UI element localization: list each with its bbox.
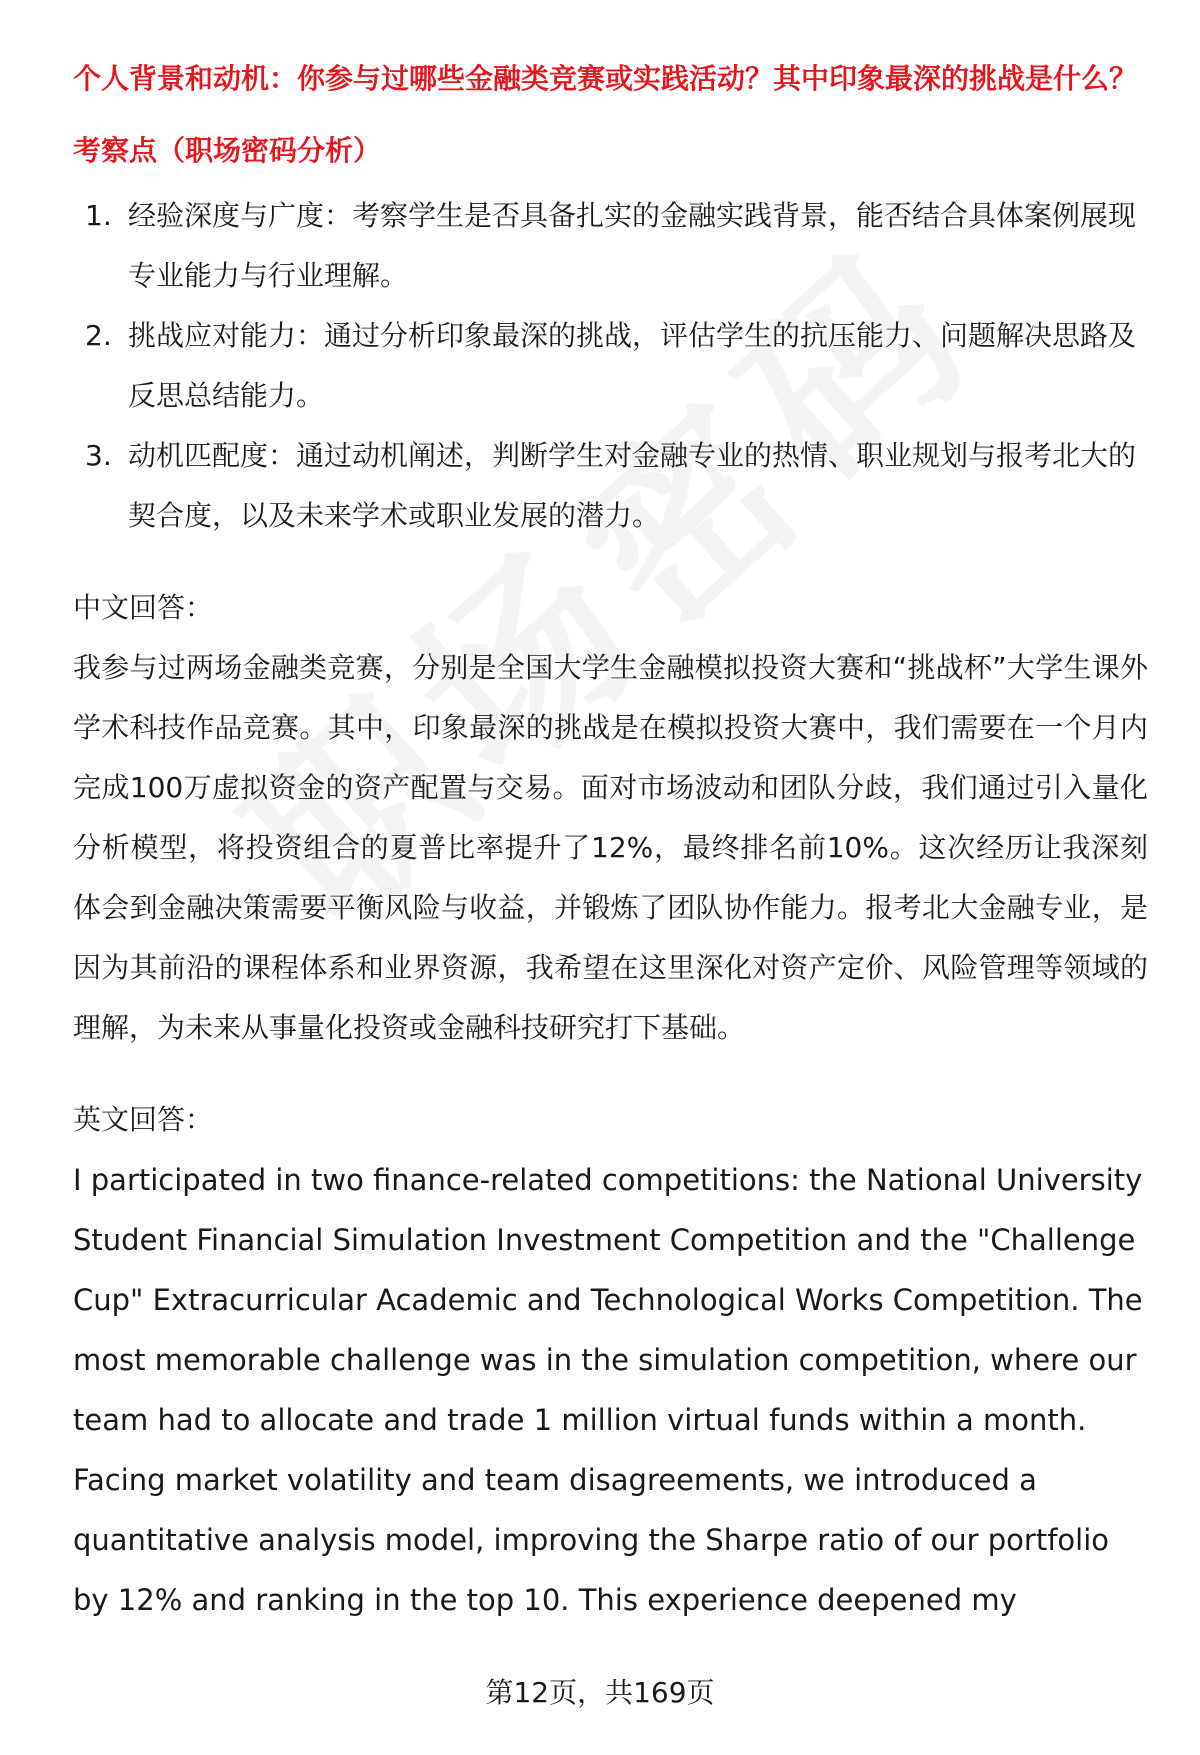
english-answer-label: 英文回答： xyxy=(73,1103,214,1136)
assessment-title: 考察点（职场密码分析） xyxy=(73,134,382,167)
question-heading: 个人背景和动机：你参与过哪些金融类竞赛或实践活动？其中印象最深的挑战是什么？ xyxy=(73,62,1138,95)
assessment-item-text: 挑战应对能力：通过分析印象最深的挑战，评估学生的抗压能力、问题解决思路及反思总结能力。 xyxy=(128,319,1137,412)
assessment-item xyxy=(73,306,1148,426)
assessment-item-text: 经验深度与广度：考察学生是否具备扎实的金融实践背景，能否结合具体案例展现专业能力与行业理解。 xyxy=(128,199,1137,292)
assessment-item-number: 2. xyxy=(85,319,112,352)
assessment-item-text: 动机匹配度：通过动机阐述，判断学生对金融专业的热情、职业规划与报考北大的契合度，以及未来学术或职业发展的潜力。 xyxy=(128,439,1137,532)
chinese-answer-text: 我参与过两场金融类竞赛，分别是全国大学生金融模拟投资大赛和“挑战杯”大学生课外学术科技作品竞赛。其中，印象最深的挑战是在模拟投资大赛中，我们需要在一个月内完成100万虚拟资金的资产配置与交易。面对市场波动和团队分歧，我们通过引入量化分析模型，将投资组合的夏普比率提升了12%，最终排名前10%。这次经历让我深刻体会到金融决策需要平衡风险与收益，并锻炼了团队协作能力。报考北大金融专业，是因为其前沿的课程体系和业界资源，我希望在这里深化对资产定价、风险管理等领域的理解，为未来从事量化投资或金融科技研究打下基础。 xyxy=(73,651,1148,1044)
assessment-list xyxy=(73,186,1148,546)
assessment-item-number: 3. xyxy=(85,439,112,472)
page-content xyxy=(73,58,1148,1630)
english-answer-text: I participated in two finance-related competitions: the National University Student Financial Simulation Investment Competition and the "Challenge Cup" Extracurricular Academic and Technological Works Competition. The most memorable challenge was in the simulation competition, where our team had to allocate and trade 1 million virtual funds within a month. Facing market volatility and team disagreements, we introduced a quantitative analysis model, improving the Sharpe ratio of our portfolio by 12% and ranking in the top 10. This experience deepened my xyxy=(73,1163,1143,1617)
assessment-item xyxy=(73,186,1148,306)
page-number-footer: 第12页，共169页 xyxy=(485,1676,715,1709)
assessment-item-number: 1. xyxy=(85,199,112,232)
chinese-answer-label: 中文回答： xyxy=(73,591,214,624)
assessment-item xyxy=(73,426,1148,546)
